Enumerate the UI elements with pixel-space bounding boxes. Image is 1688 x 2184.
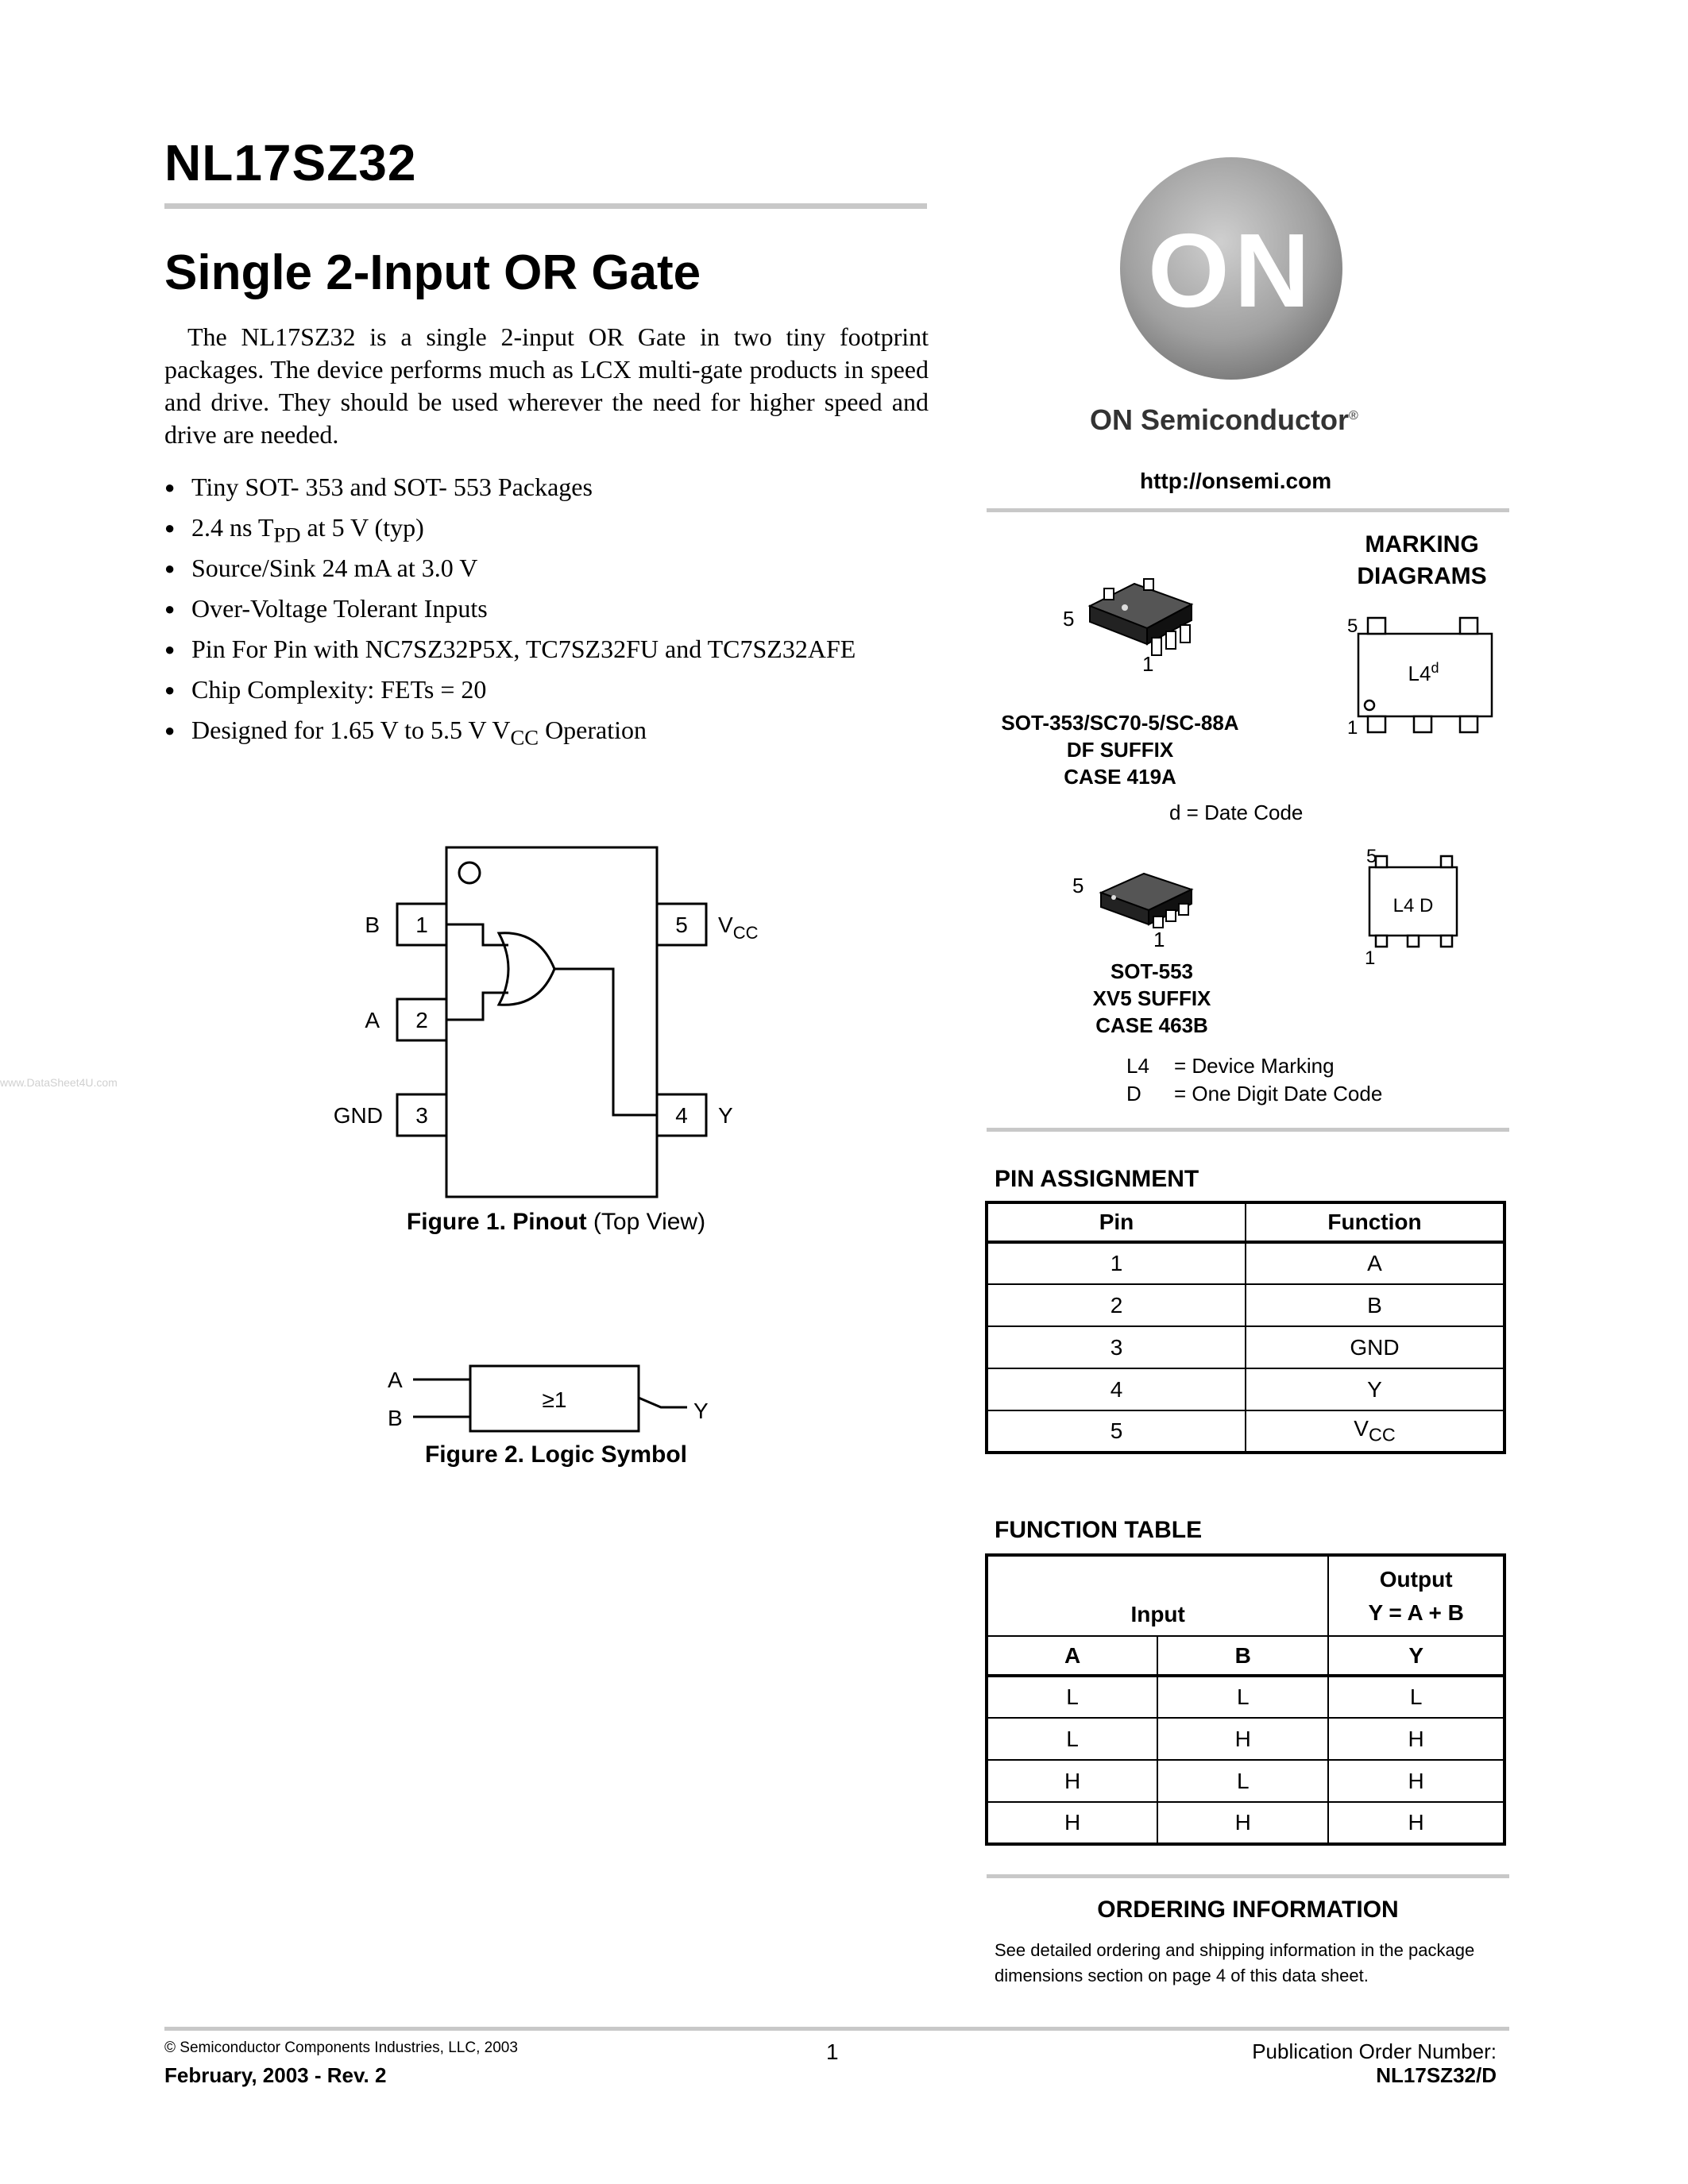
function-cell: $V_{CC}$: [1246, 1410, 1505, 1453]
output-line: [639, 1398, 687, 1407]
on-logo-icon: [1112, 149, 1350, 388]
marking2-code: L4 D: [1393, 895, 1434, 916]
pin-col-header: Pin: [987, 1202, 1246, 1242]
pkg2-description: [1033, 958, 1271, 1039]
marking1-pin1-label: 1: [1347, 717, 1358, 739]
legend-key-d: D: [1126, 1082, 1141, 1106]
pin-row: [987, 1242, 1505, 1284]
marking2-diagram: [1342, 842, 1485, 969]
feature-item: ● Chip Complexity: FETs = 20: [164, 669, 856, 710]
pkg2-name: SOT-553: [1110, 959, 1194, 983]
function-col-header: Function: [1246, 1202, 1505, 1242]
logic-input-b-label: B: [388, 1406, 403, 1430]
logic-symbol-text: ≥1: [542, 1387, 567, 1412]
pin-cell: 3: [987, 1326, 1246, 1368]
cell-y: H: [1328, 1718, 1505, 1760]
pkg1-case: CASE 419A: [1064, 765, 1176, 789]
marking-heading: [1342, 529, 1501, 592]
logic-symbol-diagram: [381, 1350, 731, 1445]
col-header-a: A: [987, 1636, 1157, 1676]
marking2-pin1-label: 1: [1365, 947, 1376, 969]
function-cell: B: [1246, 1284, 1505, 1326]
ic-body: [446, 847, 657, 1197]
pinout-diagram: [334, 838, 778, 1211]
feature-item: ● Pin For Pin with NC7SZ32P5X, TC7SZ32FU and TC7SZ32AFE: [164, 629, 856, 669]
cell-a: L: [987, 1718, 1157, 1760]
pkg1-pin5-label: 5: [1063, 607, 1075, 631]
pin-cell: 5: [987, 1410, 1246, 1453]
col-header-b: B: [1157, 1636, 1328, 1676]
pin-num-3: 3: [415, 1103, 428, 1128]
right-rule-3: [987, 1874, 1509, 1878]
pin-num-5: 5: [675, 913, 688, 937]
marking-legend: [1126, 1052, 1382, 1108]
sot353-package-icon: [1056, 568, 1215, 671]
cell-b: L: [1157, 1676, 1328, 1718]
function-input-label: Input: [1130, 1602, 1185, 1626]
pin-cell: 1: [987, 1242, 1246, 1284]
feature-item: ● 2.4 ns $T_{PD}$ at 5 V (typ): [164, 507, 856, 548]
company-name: [1090, 403, 1358, 437]
pin-num-2: 2: [415, 1008, 428, 1032]
feature-item: ● Designed for 1.65 V to 5.5 V $V_{CC}$ Operation: [164, 710, 856, 751]
pin-row: [987, 1284, 1505, 1326]
col-header-y: Y: [1328, 1636, 1505, 1676]
function-table-heading: FUNCTION TABLE: [995, 1517, 1203, 1543]
footer-date: February, 2003 - Rev. 2: [164, 2063, 387, 2087]
pin1-indicator-dot: [459, 862, 480, 883]
function-input-header: [987, 1555, 1328, 1636]
right-rule-1: [987, 508, 1509, 512]
pkg2-pin5-label: 5: [1072, 874, 1084, 897]
pkg1-suffix: DF SUFFIX: [1066, 738, 1174, 762]
pin-label-b: B: [365, 913, 380, 937]
registered-mark: ®: [1349, 409, 1358, 423]
function-cell: GND: [1246, 1326, 1505, 1368]
figure1-caption: [334, 1209, 778, 1236]
marking2-pin5-label: 5: [1366, 846, 1377, 867]
pkg2-case: CASE 463B: [1095, 1013, 1208, 1037]
watermark: www.DataSheet4U.com: [0, 1076, 118, 1089]
marking1-pin5-label: 5: [1347, 615, 1358, 637]
legend-key-l4: L4: [1126, 1054, 1149, 1078]
figure1-caption-normal: (Top View): [586, 1209, 706, 1235]
company-name-text: ON Semiconductor: [1090, 403, 1350, 436]
page-number: 1: [826, 2039, 839, 2064]
sot553-package-icon: [1064, 858, 1215, 961]
footer-copyright: © Semiconductor Components Industries, LLC, 2003: [164, 2039, 518, 2056]
truth-row: [987, 1760, 1505, 1802]
pkg2-suffix: XV5 SUFFIX: [1092, 986, 1211, 1010]
pin-row: [987, 1410, 1505, 1453]
truth-row: [987, 1676, 1505, 1718]
cell-a: H: [987, 1802, 1157, 1844]
pin-assignment-table: [985, 1201, 1506, 1454]
function-table: [985, 1553, 1506, 1846]
cell-b: H: [1157, 1802, 1328, 1844]
pin-cell: 4: [987, 1368, 1246, 1410]
wire-y: [554, 969, 657, 1115]
date-code-note: d = Date Code: [1169, 801, 1304, 824]
marking-heading-line2: DIAGRAMS: [1357, 563, 1487, 589]
website-link[interactable]: http://onsemi.com: [1140, 469, 1332, 493]
pin-label-a: A: [365, 1008, 380, 1032]
feature-item: ● Source/Sink 24 mA at 3.0 V: [164, 548, 856, 588]
ordering-text: See detailed ordering and shipping information in the package dimensions section on page 4 of this data sheet.: [995, 1940, 1475, 1985]
publication-label: Publication Order Number:: [1252, 2039, 1497, 2063]
pkg2-pin1-label: 1: [1153, 928, 1165, 951]
feature-item: ● Over-Voltage Tolerant Inputs: [164, 588, 856, 629]
logic-output-label: Y: [693, 1399, 709, 1423]
pkg1-pin1-label: 1: [1142, 652, 1154, 671]
pin-assignment-rows: [987, 1242, 1505, 1453]
ordering-heading: ORDERING INFORMATION: [1097, 1897, 1399, 1923]
function-output-eq: Y = A + B: [1368, 1599, 1464, 1625]
legend-value-device-marking: = Device Marking: [1174, 1054, 1335, 1078]
part-number: NL17SZ32: [164, 134, 417, 191]
intro-paragraph: The NL17SZ32 is a single 2-input OR Gate in two tiny footprint packages. The device performs much as LCX multi-gate products in speed and drive. They should be used wherever the need for higher speed and drive are needed.: [164, 322, 929, 449]
marking1-code: L4$^d$: [1408, 660, 1439, 685]
pin-label-vcc: $V_{CC}$: [718, 913, 759, 943]
pin-num-1: 1: [415, 913, 428, 937]
function-output-label: Output: [1379, 1566, 1453, 1592]
pkg1-name: SOT-353/SC70-5/SC-88A: [1001, 711, 1239, 735]
pin-row: [987, 1368, 1505, 1410]
or-gate-icon: [499, 933, 554, 1005]
pkg1-description: [985, 709, 1255, 790]
legend-row-date: [1126, 1080, 1382, 1108]
footer-rule: [164, 2027, 1509, 2031]
function-table-rows: [987, 1676, 1505, 1844]
cell-a: L: [987, 1676, 1157, 1718]
publication-number: NL17SZ32/D: [1376, 2063, 1497, 2087]
cell-y: L: [1328, 1676, 1505, 1718]
logic-input-a-label: A: [388, 1368, 403, 1392]
feature-item: ● Tiny SOT- 353 and SOT- 553 Packages: [164, 467, 856, 507]
legend-value-date-code: = One Digit Date Code: [1174, 1082, 1383, 1106]
pin-label-y: Y: [718, 1103, 733, 1128]
function-output-header: [1328, 1555, 1505, 1636]
pin-num-4: 4: [675, 1103, 688, 1128]
function-cell: A: [1246, 1242, 1505, 1284]
marking-heading-line1: MARKING: [1365, 531, 1479, 558]
legend-row-device: [1126, 1052, 1382, 1080]
logo-text: ON: [1148, 212, 1315, 329]
cell-b: H: [1157, 1718, 1328, 1760]
feature-list: [164, 467, 856, 751]
cell-y: H: [1328, 1760, 1505, 1802]
pin-assignment-heading: PIN ASSIGNMENT: [995, 1166, 1199, 1192]
pin-row: [987, 1326, 1505, 1368]
right-rule-2: [987, 1128, 1509, 1132]
pin-label-gnd: GND: [334, 1103, 383, 1128]
function-cell: Y: [1246, 1368, 1505, 1410]
marking1-diagram: [1342, 604, 1501, 747]
pin-cell: 2: [987, 1284, 1246, 1326]
figure1-caption-bold: Figure 1. Pinout: [406, 1209, 587, 1235]
cell-a: H: [987, 1760, 1157, 1802]
document-title: Single 2-Input OR Gate: [164, 245, 701, 300]
wire-a: [446, 993, 508, 1020]
truth-row: [987, 1718, 1505, 1760]
figure2-caption: Figure 2. Logic Symbol: [424, 1441, 688, 1468]
truth-row: [987, 1802, 1505, 1844]
header-rule: [164, 203, 927, 209]
cell-y: H: [1328, 1802, 1505, 1844]
cell-b: L: [1157, 1760, 1328, 1802]
